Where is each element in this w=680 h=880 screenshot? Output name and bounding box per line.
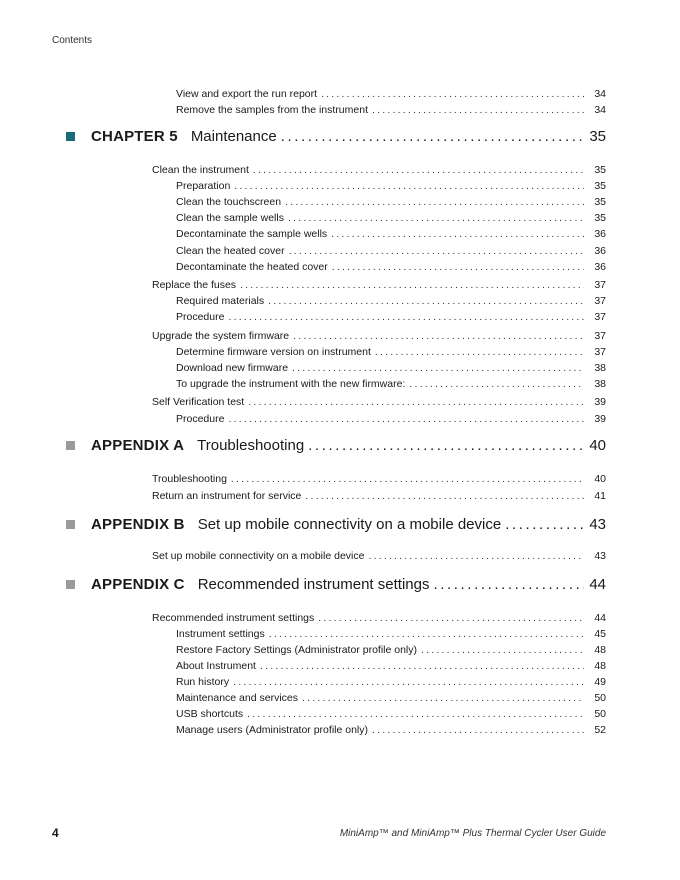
toc-entry-label: Maintenance and services	[176, 692, 298, 704]
dot-leader	[318, 611, 584, 625]
appendix-page: 43	[589, 516, 606, 533]
toc-entry-page: 35	[594, 196, 606, 208]
chapter-page: 35	[589, 128, 606, 145]
toc-entry[interactable]	[176, 723, 606, 737]
toc-entry-page: 52	[594, 724, 606, 736]
toc-entry-label: Procedure	[176, 311, 225, 323]
toc-entry[interactable]	[176, 412, 606, 426]
dot-leader	[253, 163, 584, 177]
chapter-title: Maintenance	[190, 128, 277, 145]
appendix-page: 44	[589, 576, 606, 593]
dot-leader	[375, 345, 584, 359]
toc-entry[interactable]	[176, 707, 606, 721]
dot-leader	[234, 179, 584, 193]
dot-leader	[308, 437, 584, 454]
toc-entry[interactable]	[176, 627, 606, 641]
toc-entry-page: 48	[594, 660, 606, 672]
toc-entry[interactable]	[176, 260, 606, 274]
toc-entry[interactable]	[176, 179, 606, 193]
toc-entry-page: 34	[594, 104, 606, 116]
toc-entry-page: 37	[594, 279, 606, 291]
appendix-bullet-icon	[66, 520, 75, 529]
toc-entry-label: Determine firmware version on instrument	[176, 346, 371, 358]
toc-entry-page: 35	[594, 180, 606, 192]
dot-leader	[288, 211, 584, 225]
appendix-heading-a[interactable]	[66, 437, 606, 459]
dot-leader	[233, 675, 584, 689]
chapter-heading-5[interactable]	[66, 128, 606, 150]
toc-entry-label: Clean the heated cover	[176, 245, 285, 257]
dot-leader	[231, 472, 584, 486]
toc-entry[interactable]	[176, 211, 606, 225]
toc-entry-page: 35	[594, 212, 606, 224]
toc-entry-page: 43	[594, 550, 606, 562]
running-head: Contents	[52, 35, 93, 46]
toc-entry-page: 37	[594, 346, 606, 358]
toc-entry-label: USB shortcuts	[176, 708, 244, 720]
toc-entry[interactable]	[176, 345, 606, 359]
toc-entry[interactable]	[176, 244, 606, 258]
toc-entry-label: Replace the fuses	[152, 279, 237, 291]
dot-leader	[433, 576, 584, 593]
dot-leader	[331, 227, 584, 241]
dot-leader	[248, 395, 584, 409]
toc-entry-page: 37	[594, 330, 606, 342]
toc-entry-page: 37	[594, 311, 606, 323]
dot-leader	[281, 128, 584, 145]
toc-entry[interactable]	[152, 611, 606, 625]
dot-leader	[260, 659, 584, 673]
toc-entry-label: Run history	[176, 676, 230, 688]
appendix-title: Troubleshooting	[197, 437, 305, 454]
appendix-title: Recommended instrument settings	[197, 576, 430, 593]
document-title: MiniAmp™ and MiniAmp™ Plus Thermal Cycler User Guide	[339, 828, 606, 839]
toc-entry[interactable]	[152, 489, 606, 503]
toc-entry-page: 36	[594, 261, 606, 273]
toc-entry-page: 45	[594, 628, 606, 640]
toc-entry[interactable]	[176, 310, 606, 324]
toc-entry[interactable]	[176, 294, 606, 308]
dot-leader	[302, 691, 584, 705]
dot-leader	[269, 627, 584, 641]
toc-entry[interactable]	[152, 329, 606, 343]
appendix-label: APPENDIX A	[91, 437, 185, 454]
toc-entry-page: 39	[594, 396, 606, 408]
dot-leader	[293, 329, 584, 343]
toc-entry-label: View and export the run report	[176, 88, 318, 100]
toc-entry-label: Clean the instrument	[152, 164, 249, 176]
chapter-label: CHAPTER 5	[91, 128, 178, 145]
toc-entry-page: 41	[594, 490, 606, 502]
toc-entry-page: 39	[594, 413, 606, 425]
dot-leader	[292, 361, 584, 375]
toc-entry-label: Upgrade the system firmware	[152, 330, 290, 342]
toc-entry[interactable]	[176, 377, 606, 391]
dot-leader	[305, 489, 584, 503]
toc-entry[interactable]	[152, 163, 606, 177]
toc-entry-page: 37	[594, 295, 606, 307]
toc-entry-label: Set up mobile connectivity on a mobile device	[152, 550, 365, 562]
appendix-page: 40	[589, 437, 606, 454]
dot-leader	[228, 310, 584, 324]
toc-entry-page: 40	[594, 473, 606, 485]
dot-leader	[285, 195, 584, 209]
toc-entry[interactable]	[152, 549, 606, 563]
toc-entry[interactable]	[176, 675, 606, 689]
toc-entry[interactable]	[176, 103, 606, 117]
toc-entry-label: Self Verification test	[152, 396, 245, 408]
toc-entry-label: Decontaminate the heated cover	[176, 261, 328, 273]
toc-entry-page: 36	[594, 228, 606, 240]
toc-entry[interactable]	[176, 659, 606, 673]
toc-entry-page: 49	[594, 676, 606, 688]
toc-entry-page: 34	[594, 88, 606, 100]
toc-entry-page: 44	[594, 612, 606, 624]
dot-leader	[247, 707, 584, 721]
toc-entry-page: 50	[594, 692, 606, 704]
toc-entry[interactable]	[152, 395, 606, 409]
dot-leader	[228, 412, 584, 426]
toc-entry[interactable]	[176, 87, 606, 101]
toc-entry-page: 35	[594, 164, 606, 176]
toc-entry-label: Clean the touchscreen	[176, 196, 282, 208]
appendix-label: APPENDIX C	[91, 576, 185, 593]
dot-leader	[505, 516, 584, 533]
appendix-bullet-icon	[66, 441, 75, 450]
toc-entry-label: Return an instrument for service	[152, 490, 302, 502]
dot-leader	[240, 278, 584, 292]
appendix-heading-c[interactable]	[66, 576, 606, 598]
dot-leader	[268, 294, 584, 308]
toc-entry-label: Restore Factory Settings (Administrator profile only)	[176, 644, 418, 656]
page-number: 4	[52, 826, 59, 840]
dot-leader	[368, 549, 584, 563]
toc-entry-label: To upgrade the instrument with the new firmware:	[176, 378, 406, 390]
dot-leader	[409, 377, 584, 391]
appendix-heading-b[interactable]	[66, 516, 606, 538]
toc-entry-page: 48	[594, 644, 606, 656]
toc-entry-page: 36	[594, 245, 606, 257]
toc-entry-label: Troubleshooting	[152, 473, 227, 485]
toc-entry-label: Required materials	[176, 295, 265, 307]
toc-entry[interactable]	[152, 278, 606, 292]
toc-entry[interactable]	[176, 361, 606, 375]
toc-entry-page: 38	[594, 362, 606, 374]
toc-entry-label: Manage users (Administrator profile only)	[176, 724, 368, 736]
dot-leader	[421, 643, 584, 657]
appendix-bullet-icon	[66, 580, 75, 589]
appendix-title: Set up mobile connectivity on a mobile device	[197, 516, 502, 533]
dot-leader	[289, 244, 584, 258]
toc-entry-label: Recommended instrument settings	[152, 612, 315, 624]
chapter-bullet-icon	[66, 132, 75, 141]
dot-leader	[332, 260, 584, 274]
toc-entry-label: Decontaminate the sample wells	[176, 228, 328, 240]
toc-entry-page: 50	[594, 708, 606, 720]
toc-entry[interactable]	[176, 643, 606, 657]
toc-entry-label: Remove the samples from the instrument	[176, 104, 368, 116]
appendix-label: APPENDIX B	[91, 516, 185, 533]
toc-entry[interactable]	[176, 195, 606, 209]
toc-entry-label: Instrument settings	[176, 628, 265, 640]
dot-leader	[372, 723, 584, 737]
toc-entry-label: Procedure	[176, 413, 225, 425]
toc-entry-label: About Instrument	[176, 660, 256, 672]
toc-entry[interactable]	[176, 691, 606, 705]
dot-leader	[372, 103, 584, 117]
toc-entry[interactable]	[152, 472, 606, 486]
dot-leader	[321, 87, 584, 101]
toc-entry-label: Clean the sample wells	[176, 212, 284, 224]
toc-entry-label: Preparation	[176, 180, 231, 192]
toc-entry[interactable]	[176, 227, 606, 241]
toc-entry-page: 38	[594, 378, 606, 390]
toc-entry-label: Download new firmware	[176, 362, 289, 374]
